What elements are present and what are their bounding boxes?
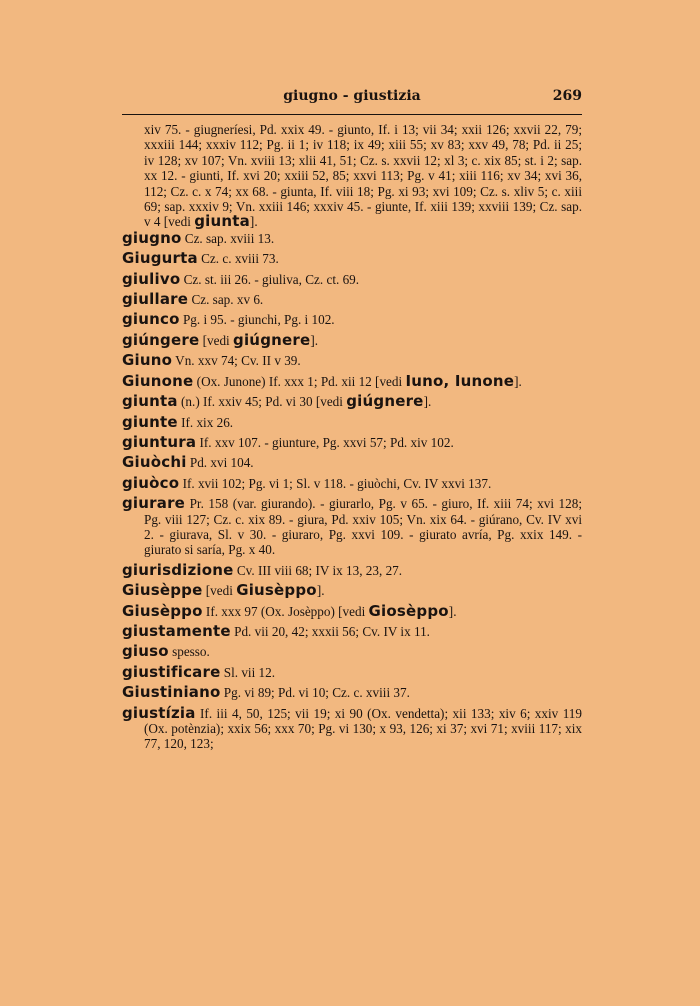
headword: giuso [122, 642, 169, 661]
dictionary-entry [122, 312, 582, 327]
dictionary-entry [122, 662, 582, 681]
headword: Giuòchi [122, 453, 187, 472]
cross-reference: Giosèppo [368, 601, 449, 620]
entry-text: Pg. i 95. - giunchi, Pg. i 102. [179, 312, 335, 328]
entry-text: Cz. sap. xv 6. [188, 292, 264, 308]
dictionary-entry [122, 353, 582, 368]
entry-end: ]. [423, 394, 432, 410]
headword: Giusèppe [122, 581, 203, 600]
cross-reference: Giusèppo [236, 581, 317, 600]
dictionary-entry [122, 394, 582, 409]
entry-end: ]. [448, 603, 457, 619]
headword: giugno [122, 228, 182, 247]
entry-text: If. xvii 102; Pg. vi 1; Sl. v 118. - giuòchi, Cv. IV xxvi 137. [179, 475, 492, 491]
cross-reference: Iuno, Iunone [405, 371, 515, 390]
dictionary-entry [122, 455, 582, 470]
dictionary-entry [122, 601, 582, 620]
entry-text: Cz. sap. xviii 13. [181, 230, 275, 246]
entry-text: (Ox. Junone) If. xxx 1; Pd. xii 12 [vedi [193, 373, 406, 389]
header-title: giugno - giustizia [283, 88, 421, 104]
dictionary-entry [122, 560, 582, 579]
headword: giuòco [122, 473, 180, 492]
dictionary-entry [122, 228, 582, 247]
dictionary-entry [122, 644, 582, 659]
headword: giustificare [122, 662, 221, 681]
dictionary-entry [122, 330, 582, 349]
cross-reference: giúgnere [233, 330, 311, 349]
header-rule [122, 114, 582, 115]
entry-text: Vn. xxv 74; Cv. II v 39. [172, 353, 301, 369]
entries-column [122, 122, 582, 757]
headword: giurisdizione [122, 560, 234, 579]
headword: Giugurta [122, 249, 198, 268]
entry-list [122, 228, 582, 752]
headword: Giuno [122, 351, 173, 370]
headword: giúngere [122, 330, 200, 349]
entry-end: ]. [310, 332, 319, 348]
entry-text: Sl. vii 12. [220, 664, 276, 680]
entry-text: If. xix 26. [177, 414, 234, 430]
running-header [122, 88, 582, 110]
entry-text: Pr. 158 (var. giurando). - giurarlo, Pg. v 65. - giuro, If. xiii 74; xvi 128; Pg. viii 127; Cz. c. xix 89. - giura, Pd. xxiv 105; Vn. xix 64. - giúrano, Cv. IV xvi 2. - giurava, Sl. v 30. - giuraro, Pg. xxvi 109. - giurato avría, Pg. xxix 149. - giurato si saría, Pg. x 40. [144, 496, 582, 558]
entry-text: Pd. vii 20, 42; xxxii 56; Cv. IV ix 11. [230, 623, 430, 639]
headword: giurare [122, 494, 186, 513]
dictionary-entry [122, 473, 582, 492]
page-number: 269 [552, 88, 582, 104]
headword: giustízia [122, 703, 196, 722]
headword: giuntura [122, 432, 197, 451]
entry-text: Cv. III viii 68; IV ix 13, 23, 27. [233, 562, 403, 578]
entry-text: Cz. c. xviii 73. [197, 251, 279, 267]
continuation-text: xiv 75. - giugneríesi, Pd. xxix 49. - giunto, If. i 13; vii 34; xxii 126; xxvii 22, 79; xxxiii 144; xxxiv 112; Pg. ii 1; iv 118; ix 49; xiii 55; xv 83; xxv 49, 78; Pd. ii 25; iv 128; xv 107; Vn. xviii 13; xlii 41, 51; Cz. s. xxvii 12; xl 3; c. xix 85; st. i 2; sap. xx 12. - giunti, If. xvi 20; xxiii 52, 85; xxvi 113; Pg. v 41; xiii 116; xv 34; xvi 36, 112; Cz. c. x 74; xx 68. - giunta, If. viii 18; Pg. xi 93; xvi 109; Cz. s. xliv 5; c. xiii 69; sap. xxxiv 9; Vn. xxiii 146; xxxiv 45. - giunte, If. xiii 139; xxviii 139; Cz. sap. v 4 [vedi [144, 122, 582, 230]
dictionary-entry [122, 583, 582, 598]
headword: Giusèppo [122, 601, 203, 620]
entry-text: If. xxx 97 (Ox. Josèppo) [vedi [202, 603, 369, 619]
dictionary-entry [122, 496, 582, 558]
entry-end: ]. [514, 373, 522, 389]
continuation-entry [122, 122, 582, 230]
headword: giunte [122, 412, 178, 431]
headword: giunta [122, 392, 178, 411]
dictionary-entry [122, 251, 582, 266]
entry-text: spesso. [168, 644, 210, 660]
dictionary-entry [122, 292, 582, 307]
entry-end: ]. [316, 583, 325, 599]
entry-text: If. xxv 107. - giunture, Pg. xxvi 57; Pd. xiv 102. [196, 434, 454, 450]
dictionary-entry [122, 685, 582, 700]
entry-text: Cz. st. iii 26. - giuliva, Cz. ct. 69. [180, 271, 360, 287]
headword: giulivo [122, 269, 181, 288]
headword: giustamente [122, 621, 231, 640]
headword: giunco [122, 310, 180, 329]
cross-reference: giúgnere [346, 392, 424, 411]
dictionary-entry [122, 412, 582, 431]
headword: Giunone [122, 371, 194, 390]
entry-text: [vedi [199, 332, 234, 348]
dictionary-entry [122, 371, 582, 390]
dictionary-entry [122, 432, 582, 451]
entry-text: Pd. xvi 104. [186, 455, 254, 471]
entry-text: If. iii 4, 50, 125; vii 19; xi 90 (Ox. vendetta); xii 133; xiv 6; xxiv 119 (Ox. potènzia); xxix 56; xxx 70; Pg. vi 130; x 93, 126; xi 37; xvi 71; xviii 117; xix 77, 120, 123; [144, 705, 582, 752]
cross-reference: giunta [194, 212, 250, 231]
entry-text: (n.) If. xxiv 45; Pd. vi 30 [vedi [177, 394, 347, 410]
headword: Giustiniano [122, 683, 221, 702]
entry-text: [vedi [202, 583, 237, 599]
continuation-end: ]. [249, 214, 258, 230]
dictionary-entry [122, 621, 582, 640]
entry-text: Pg. vi 89; Pd. vi 10; Cz. c. xviii 37. [220, 685, 410, 701]
headword: giullare [122, 290, 189, 309]
dictionary-entry [122, 703, 582, 752]
dictionary-entry [122, 269, 582, 288]
